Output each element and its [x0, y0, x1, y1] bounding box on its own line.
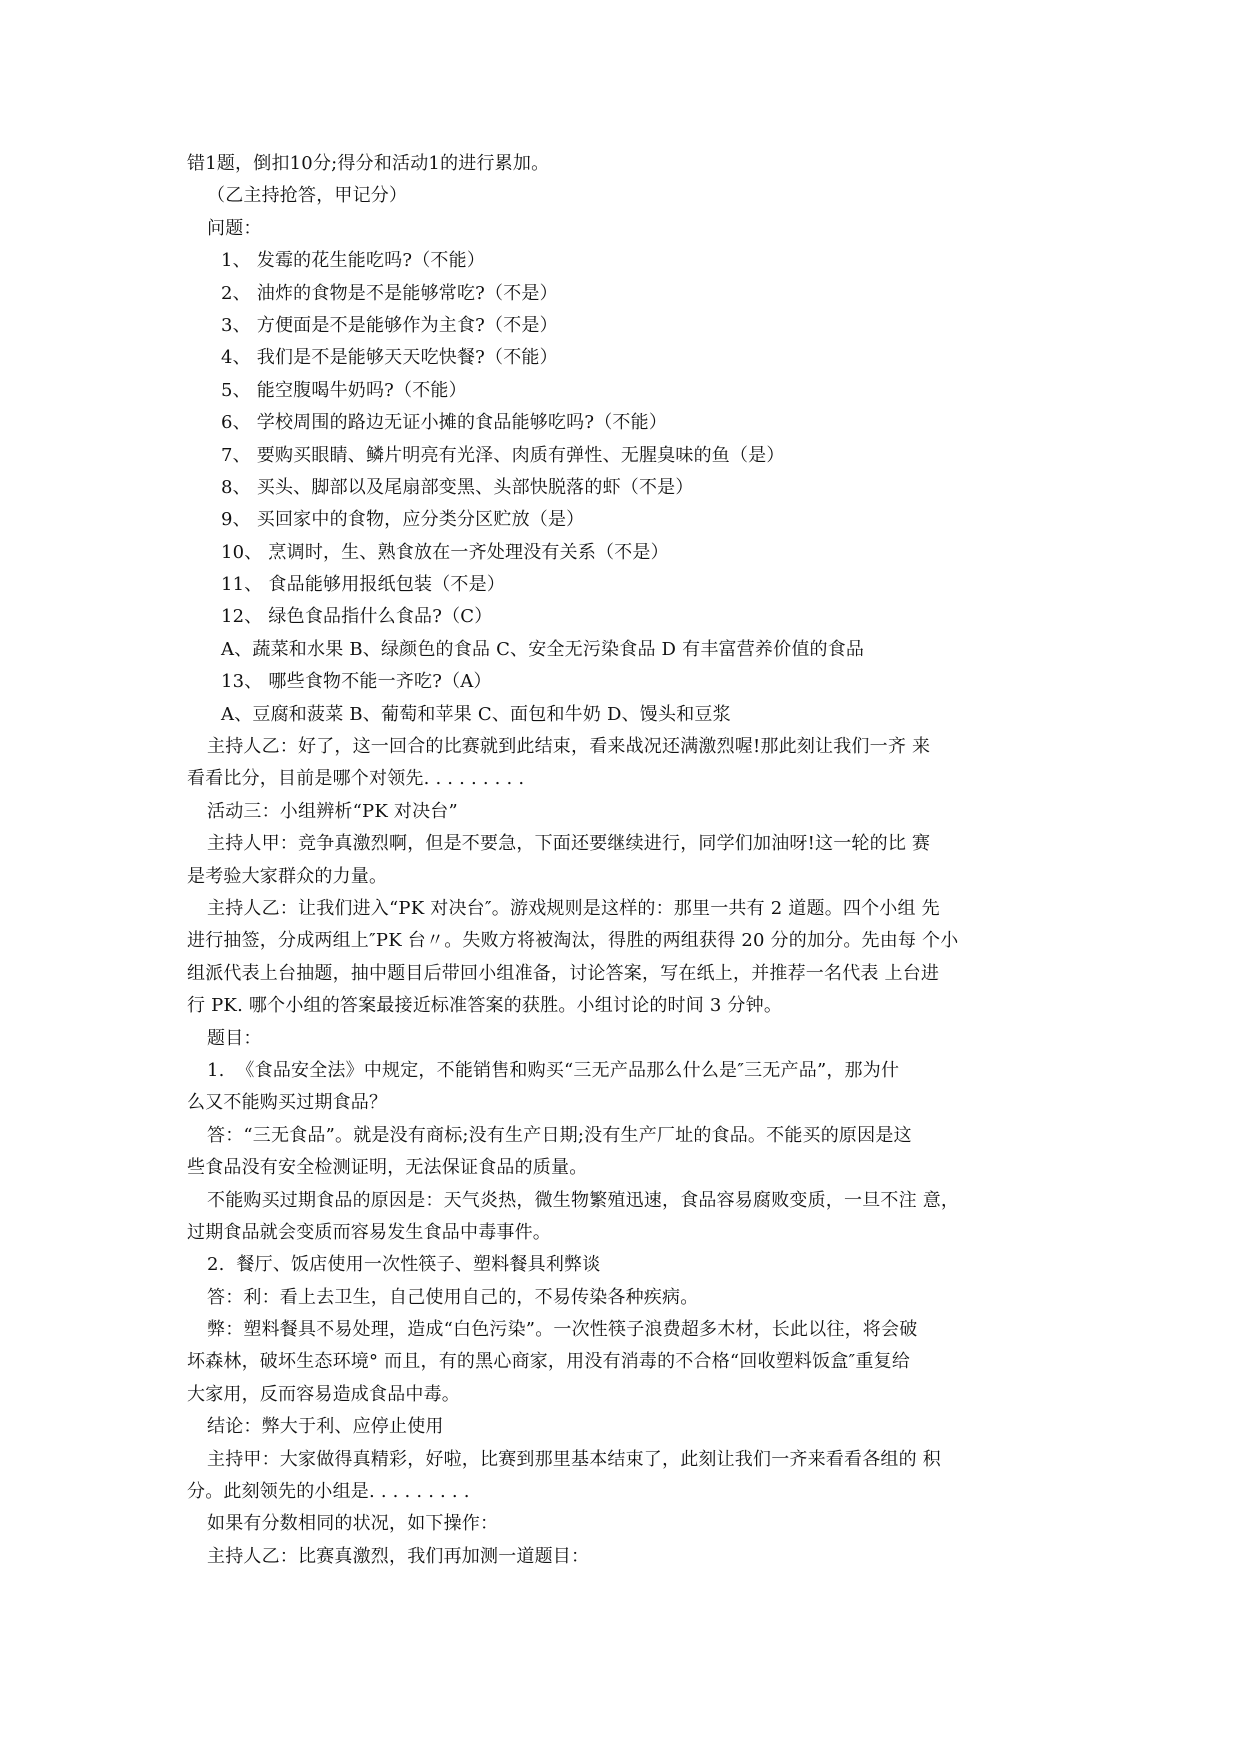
text-line: 行 PK. 哪个小组的答案最接近标准答案的获胜。小组讨论的时间 3 分钟。	[187, 995, 783, 1017]
answer-options: A、豆腐和菠菜 B、葡萄和苹果 C、面包和牛奶 D、馒头和豆浆	[221, 703, 731, 725]
question-item: 6、 学校周围的路边无证小摊的食品能够吃吗?（不能）	[221, 412, 668, 434]
question-item: 3、 方便面是不是能够作为主食?（不是）	[221, 314, 558, 336]
text-line: 进行抽签，分成两组上″PK 台〃。失败方将被淘汰，得胜的两组获得 20 分的加分。先由每 个小	[187, 930, 959, 952]
question-item: 1. 《食品安全法》中规定，不能销售和购买“三无产品那么什么是″三无产品”，那为什	[207, 1059, 900, 1081]
text-line: 大家用，反而容易造成食品中毒。	[187, 1383, 460, 1405]
question-item: 2. 餐厅、饭店使用一次性筷子、塑料餐具利弊谈	[207, 1254, 601, 1276]
text-line: 如果有分数相同的状况，如下操作：	[207, 1513, 499, 1535]
section-heading: 活动三：小组辨析“PK 对决台”	[207, 800, 458, 822]
text-line: 题目：	[207, 1027, 262, 1049]
question-item: 8、 买头、脚部以及尾扇部变黑、头部快脱落的虾（不是）	[221, 476, 694, 498]
text-line: 主持甲：大家做得真精彩，好啦，比赛到那里基本结束了，此刻让我们一齐来看看各组的 积	[207, 1448, 941, 1470]
question-item: 7、 要购买眼睛、鳞片明亮有光泽、肉质有弹性、无腥臭味的鱼（是）	[221, 444, 785, 466]
text-line: 结论：弊大于利、应停止使用	[207, 1416, 444, 1438]
text-line: 错1题，倒扣10分;得分和活动1的进行累加。	[187, 153, 550, 174]
answer-line: 答：“三无食品”。就是没有商标;没有生产日期;没有生产厂址的食品。不能买的原因是这	[207, 1124, 912, 1146]
question-item: 2、 油炸的食物是不是能够常吃?（不是）	[221, 282, 558, 304]
text-line: 些食品没有安全检测证明，无法保证食品的质量。	[187, 1157, 588, 1179]
text-line: 主持人乙：好了，这一回合的比赛就到此结束，看来战况还满激烈喔!那此刻让我们一齐 来	[207, 736, 931, 758]
question-item: 13、 哪些食物不能一齐吃?（A）	[221, 671, 492, 693]
text-line: 看看比分，目前是哪个对领先. . . . . . . . .	[187, 768, 525, 790]
question-item: 1、 发霉的花生能吃吗?（不能）	[221, 250, 486, 272]
text-line: 组派代表上台抽题，抽中题目后带回小组准备，讨论答案，写在纸上，并推荐一名代表 上台进	[187, 962, 940, 984]
question-item: 5、 能空腹喝牛奶吗?（不能）	[221, 379, 467, 401]
text-line: 是考验大家群众的力量。	[187, 865, 388, 887]
answer-options: A、蔬菜和水果 B、绿颜色的食品 C、安全无污染食品 D 有丰富营养价值的食品	[221, 638, 865, 660]
text-line: 不能购买过期食品的原因是：天气炎热，微生物繁殖迅速，食品容易腐败变质，一旦不注 意，	[207, 1189, 960, 1211]
text-line: （乙主持抢答，甲记分）	[207, 185, 408, 207]
text-line: 主持人甲：竞争真激烈啊，但是不要急，下面还要继续进行，同学们加油呀!这一轮的比 赛	[207, 833, 931, 855]
text-line: 主持人乙：比赛真激烈，我们再加测一道题目：	[207, 1545, 590, 1567]
question-item: 12、 绿色食品指什么食品?（C）	[221, 606, 493, 628]
question-item: 4、 我们是不是能够天天吃快餐?（不能）	[221, 347, 558, 369]
text-line: 坏森林，破坏生态环境° 而且，有的黑心商家，用没有消毒的不合格“回收塑料饭盒″重复给	[187, 1351, 911, 1373]
text-line: 么又不能购买过期食品？	[187, 1092, 388, 1114]
answer-line: 答：利：看上去卫生，自己使用自己的，不易传染各种疾病。	[207, 1286, 699, 1308]
text-line: 过期食品就会变质而容易发生食品中毒事件。	[187, 1221, 551, 1243]
text-line: 问题：	[207, 217, 262, 239]
document-body	[187, 148, 1067, 1573]
question-item: 11、 食品能够用报纸包装（不是）	[221, 574, 506, 596]
question-item: 10、 烹调时，生、熟食放在一齐处理没有关系（不是）	[221, 541, 669, 563]
question-item: 9、 买回家中的食物，应分类分区贮放（是）	[221, 509, 585, 531]
text-line: 分。此刻领先的小组是. . . . . . . . .	[187, 1481, 470, 1503]
text-line: 主持人乙：让我们进入“PK 对决台″。游戏规则是这样的：那里一共有 2 道题。四个小组 先	[207, 897, 940, 919]
text-line: 弊：塑料餐具不易处理，造成“白色污染”。一次性筷子浪费超多木材，长此以往，将会破	[207, 1319, 918, 1341]
